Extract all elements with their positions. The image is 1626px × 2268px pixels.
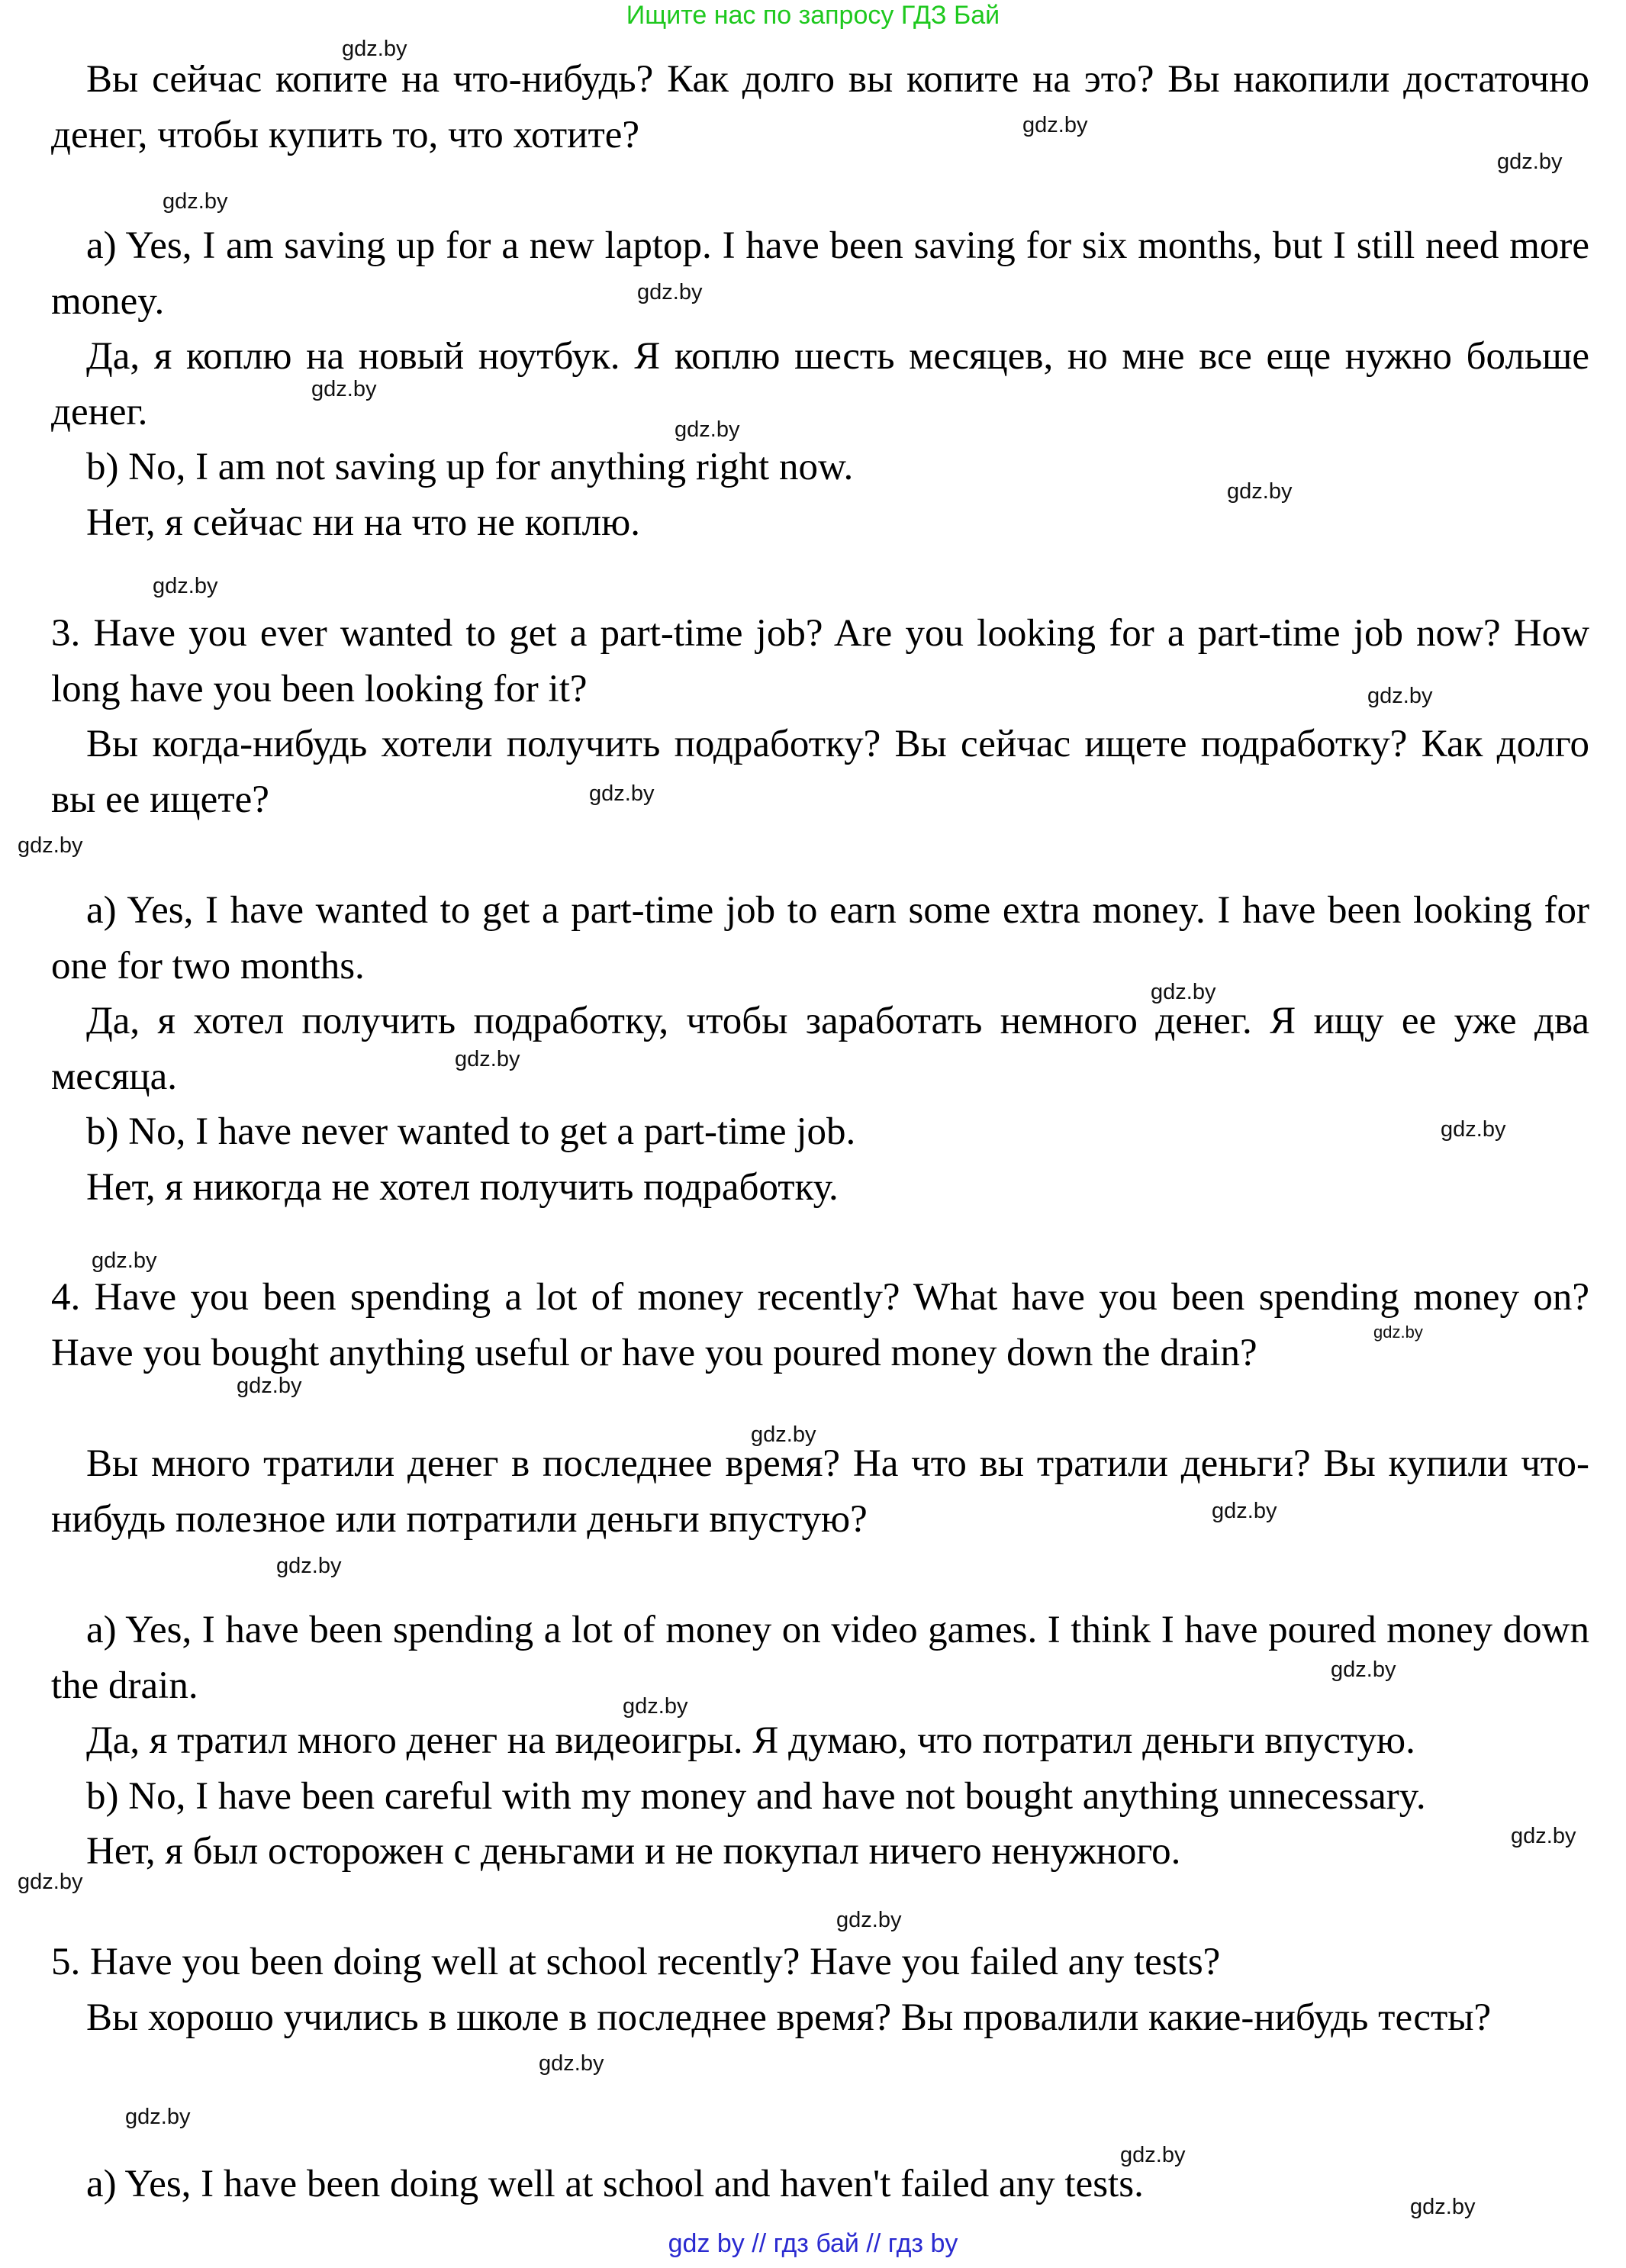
answer-3b-en: b) No, I have never wanted to get a part-time job. xyxy=(86,1110,856,1153)
watermark: gdz.by xyxy=(18,1870,83,1894)
question-4-en: 4. Have you been spending a lot of money recently? What have you been spending money on? Have you bought anything useful or have you poured money down the drain? xyxy=(51,1276,1589,1374)
question-2-ru: Вы сейчас копите на что-нибудь? Как долго вы копите на это? Вы накопили достаточно денег, чтобы купить то, что хотите? xyxy=(51,58,1589,156)
answer-5a-en: a) Yes, I have been doing well at school and haven't failed any tests. xyxy=(86,2163,1144,2205)
answer-4b-ru: Нет, я был осторожен с деньгами и не покупал ничего ненужного. xyxy=(86,1830,1181,1873)
watermark: gdz.by xyxy=(1212,1499,1277,1523)
watermark: gdz.by xyxy=(836,1908,902,1932)
answer-4b-en: b) No, I have been careful with my money and have not bought anything unnecessary. xyxy=(86,1775,1426,1818)
watermark: gdz.by xyxy=(1511,1824,1576,1848)
answer-2b-ru: Нет, я сейчас ни на что не коплю. xyxy=(86,501,640,544)
answer-3b-ru: Нет, я никогда не хотел получить подработку. xyxy=(86,1166,839,1209)
watermark: gdz.by xyxy=(1373,1322,1423,1342)
watermark: gdz.by xyxy=(455,1047,520,1071)
watermark: gdz.by xyxy=(311,377,377,401)
question-5-en: 5. Have you been doing well at school recently? Have you failed any tests? xyxy=(51,1941,1221,1983)
watermark: gdz.by xyxy=(675,417,740,442)
watermark: gdz.by xyxy=(163,189,228,214)
watermark: gdz.by xyxy=(589,781,655,806)
question-5-ru: Вы хорошо учились в школе в последнее время? Вы провалили какие-нибудь тесты? xyxy=(86,1996,1492,2039)
watermark: gdz.by xyxy=(637,280,703,304)
answer-4a-en: a) Yes, I have been spending a lot of money on video games. I think I have poured money down the drain. xyxy=(51,1609,1589,1707)
answer-4a-ru: Да, я тратил много денег на видеоигры. Я думаю, что потратил деньги впустую. xyxy=(86,1719,1415,1762)
question-3-en: 3. Have you ever wanted to get a part-time job? Are you looking for a part-time job now? How long have you been looking for it? xyxy=(51,612,1589,710)
header-banner: Ищите нас по запросу ГДЗ Бай xyxy=(626,1,1000,30)
watermark: gdz.by xyxy=(623,1694,688,1719)
watermark: gdz.by xyxy=(1367,684,1433,708)
watermark: gdz.by xyxy=(18,833,83,858)
watermark: gdz.by xyxy=(1331,1658,1396,1682)
watermark: gdz.by xyxy=(1441,1117,1506,1142)
question-4-ru: Вы много тратили денег в последнее время? На что вы тратили деньги? Вы купили что-нибудь полезное или потратили деньги впустую? xyxy=(51,1442,1589,1541)
watermark: gdz.by xyxy=(1022,113,1088,137)
answer-3a-ru: Да, я хотел получить подработку, чтобы заработать немного денег. Я ищу ее уже два месяца. xyxy=(51,1000,1589,1098)
answer-2b-en: b) No, I am not saving up for anything right now. xyxy=(86,446,854,488)
watermark: gdz.by xyxy=(539,2051,604,2076)
answer-2a-en: a) Yes, I am saving up for a new laptop. I have been saving for six months, but I still need more money. xyxy=(51,224,1589,323)
question-3-ru: Вы когда-нибудь хотели получить подработку? Вы сейчас ищете подработку? Как долго вы ее ищете? xyxy=(51,723,1589,821)
watermark: gdz.by xyxy=(1120,2143,1186,2167)
watermark: gdz.by xyxy=(1151,980,1216,1004)
watermark: gdz.by xyxy=(1227,479,1293,504)
footer-banner: gdz by // гдз бай // гдз by xyxy=(668,2229,958,2258)
watermark: gdz.by xyxy=(153,574,218,598)
watermark: gdz.by xyxy=(751,1422,816,1447)
answer-3a-en: a) Yes, I have wanted to get a part-time job to earn some extra money. I have been looking for one for two months. xyxy=(51,889,1589,987)
watermark: gdz.by xyxy=(92,1248,157,1273)
watermark: gdz.by xyxy=(237,1374,302,1398)
answer-2a-ru: Да, я коплю на новый ноутбук. Я коплю шесть месяцев, но мне все еще нужно больше денег. xyxy=(51,335,1589,433)
watermark: gdz.by xyxy=(1497,150,1563,174)
watermark: gdz.by xyxy=(1410,2195,1476,2219)
watermark: gdz.by xyxy=(125,2105,191,2129)
watermark: gdz.by xyxy=(342,37,407,61)
watermark: gdz.by xyxy=(276,1554,342,1578)
